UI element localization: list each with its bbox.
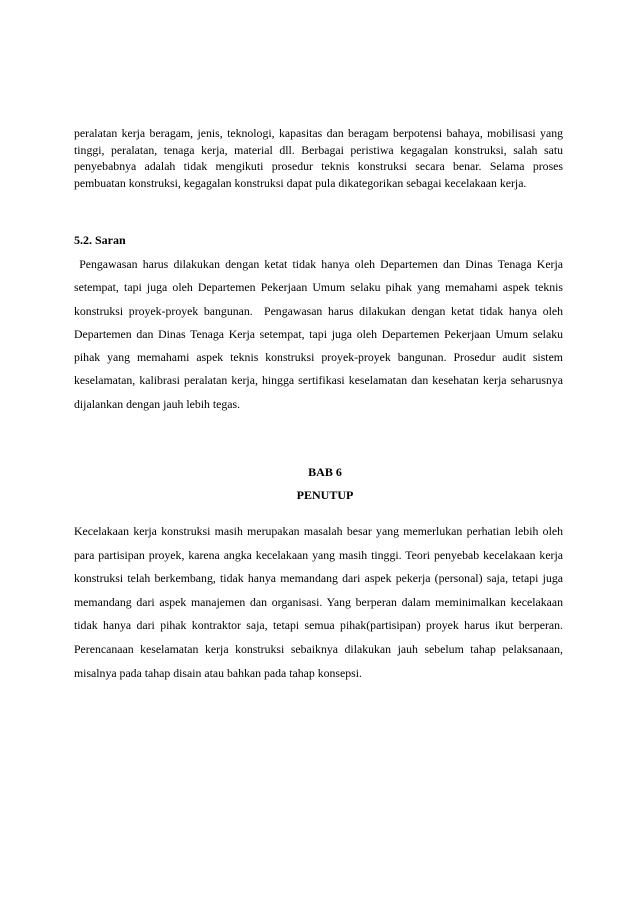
paragraph-penutup: Kecelakaan kerja konstruksi masih merupakan masalah besar yang memerlukan perhatian lebih oleh para partisipan proyek, karena angka kecelakaan yang masih tinggi. Teori penyebab kecelakaan kerja konstruksi telah berkembang, tidak hanya memandang dari aspek pekerja (personal) saja, tetapi juga memandang dari aspek manajemen dan organisasi. Yang berperan dalam meminimalkan kecelakaan tidak hanya dari pihak kontraktor saja, tetapi semua pihak(partisipan) proyek harus ikut berperan. Perencanaan keselamatan kerja konstruksi sebaiknya dilakukan jauh sebelum tahap pelaksanaan, misalnya pada tahap disain atau bahkan pada tahap konsepsi. xyxy=(74,524,563,680)
chapter-title: PENUTUP xyxy=(296,488,354,502)
paragraph-construction-failure: peralatan kerja beragam, jenis, teknologi, kapasitas dan beragam berpotensi bahaya, mobilisasi yang tinggi, peralatan, tenaga kerja, material dll. Berbagai peristiwa kegagalan konstruksi, salah satu penyebabnya adalah tidak mengikuti prosedur teknis konstruksi secara benar. Selama proses pembuatan konstruksi, kegagalan konstruksi dapat pula dikategorikan sebagai kecelakaan kerja. xyxy=(74,126,563,190)
chapter-number: BAB 6 xyxy=(308,465,342,479)
paragraph-saran: Pengawasan harus dilakukan dengan ketat tidak hanya oleh Departemen dan Dinas Tenaga Kerja setempat, tapi juga oleh Departemen Pekerjaan Umum selaku pihak yang memahami aspek teknis konstruksi proyek-proyek bangunan. Pengawasan harus dilakukan dengan ketat tidak hanya oleh Departemen dan Dinas Tenaga Kerja setempat, tapi juga oleh Departemen Pekerjaan Umum selaku pihak yang memahami aspek teknis konstruksi proyek-proyek bangunan. Prosedur audit sistem keselamatan, kalibrasi peralatan kerja, hingga sertifikasi keselamatan dan kesehatan kerja seharusnya dijalankan dengan jauh lebih tegas. xyxy=(74,257,566,411)
section-heading-saran: 5.2. Saran xyxy=(74,233,126,247)
